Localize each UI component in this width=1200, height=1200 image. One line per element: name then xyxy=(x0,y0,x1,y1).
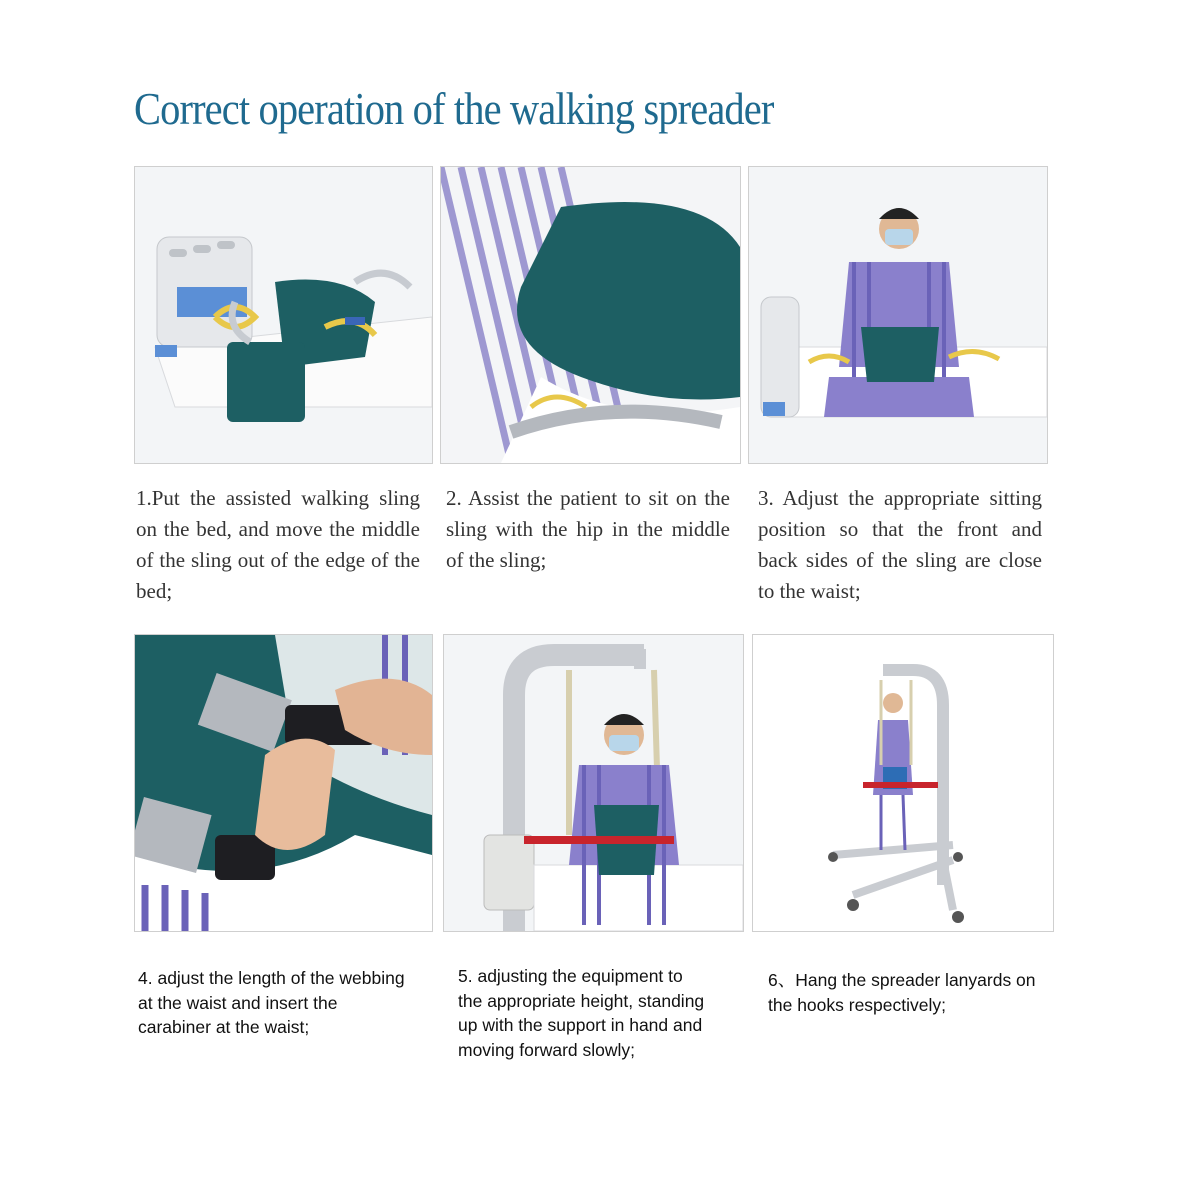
step-3-caption: 3. Adjust the appropriate sitting position so that the front and back sides of the sling are close to the waist; xyxy=(758,486,1042,603)
step-2-photo xyxy=(440,166,741,464)
step-5-caption: 5. adjusting the equipment to the appropriate height, standing up with the support in hand and moving forward slowly; xyxy=(458,966,705,1060)
step-4-caption: 4. adjust the length of the webbing at the waist and insert the carabiner at the waist; xyxy=(138,968,405,1037)
step-5-photo xyxy=(443,634,744,932)
step-6-caption: 6、Hang the spreader lanyards on the hooks respectively; xyxy=(768,970,1036,1015)
step-3-photo xyxy=(748,166,1048,464)
page-title: Correct operation of the walking spreader xyxy=(134,83,774,134)
step-1-photo xyxy=(134,166,433,464)
step-4-photo xyxy=(134,634,433,932)
step-1-caption: 1.Put the assisted walking sling on the bed, and move the middle of the sling out of the edge of the bed; xyxy=(136,486,420,603)
step-2-caption: 2. Assist the patient to sit on the sling with the hip in the middle of the sling; xyxy=(446,486,730,572)
step-6-photo xyxy=(752,634,1054,932)
